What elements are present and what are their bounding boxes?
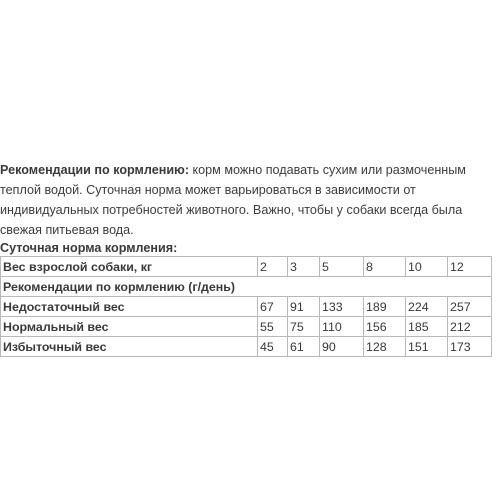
table-cell: 90 [320, 337, 364, 357]
row-label-normal: Нормальный вес [1, 317, 258, 337]
feeding-intro [0, 160, 500, 240]
table-cell: 173 [448, 337, 492, 357]
table-row [1, 317, 492, 337]
table-cell: 133 [320, 297, 364, 317]
weight-value: 10 [406, 257, 448, 277]
weight-value: 3 [288, 257, 320, 277]
table-cell: 45 [258, 337, 288, 357]
table-cell: 151 [406, 337, 448, 357]
table-cell: 61 [288, 337, 320, 357]
intro-text: корм можно подавать сухим или размоченным теплой водой. Суточная норма может варьироваться в зависимости от индивидуальных потребностей животного. Важно, чтобы у собаки всегда была свежая питьевая вода. [0, 163, 466, 237]
table-cell: 212 [448, 317, 492, 337]
table-cell: 185 [406, 317, 448, 337]
table-cell: 156 [364, 317, 406, 337]
weight-value: 2 [258, 257, 288, 277]
table-cell: 257 [448, 297, 492, 317]
section-header: Рекомендации по кормлению (г/день) [1, 277, 492, 297]
table-row [1, 337, 492, 357]
table-cell: 189 [364, 297, 406, 317]
table-cell: 75 [288, 317, 320, 337]
row-label-underweight: Недостаточный вес [1, 297, 258, 317]
table-cell: 91 [288, 297, 320, 317]
row-label-overweight: Избыточный вес [1, 337, 258, 357]
table-cell: 128 [364, 337, 406, 357]
daily-norm-heading: Суточная норма кормления: [0, 241, 178, 255]
weight-label: Вес взрослой собаки, кг [1, 257, 258, 277]
feeding-table [0, 256, 492, 357]
table-cell: 110 [320, 317, 364, 337]
section-header-row [1, 277, 492, 297]
weight-row [1, 257, 492, 277]
feeding-content [0, 160, 500, 357]
table-row [1, 297, 492, 317]
table-cell: 224 [406, 297, 448, 317]
table-cell: 67 [258, 297, 288, 317]
intro-lead: Рекомендации по кормлению: [0, 163, 190, 177]
weight-value: 5 [320, 257, 364, 277]
weight-value: 12 [448, 257, 492, 277]
table-cell: 55 [258, 317, 288, 337]
weight-value: 8 [364, 257, 406, 277]
